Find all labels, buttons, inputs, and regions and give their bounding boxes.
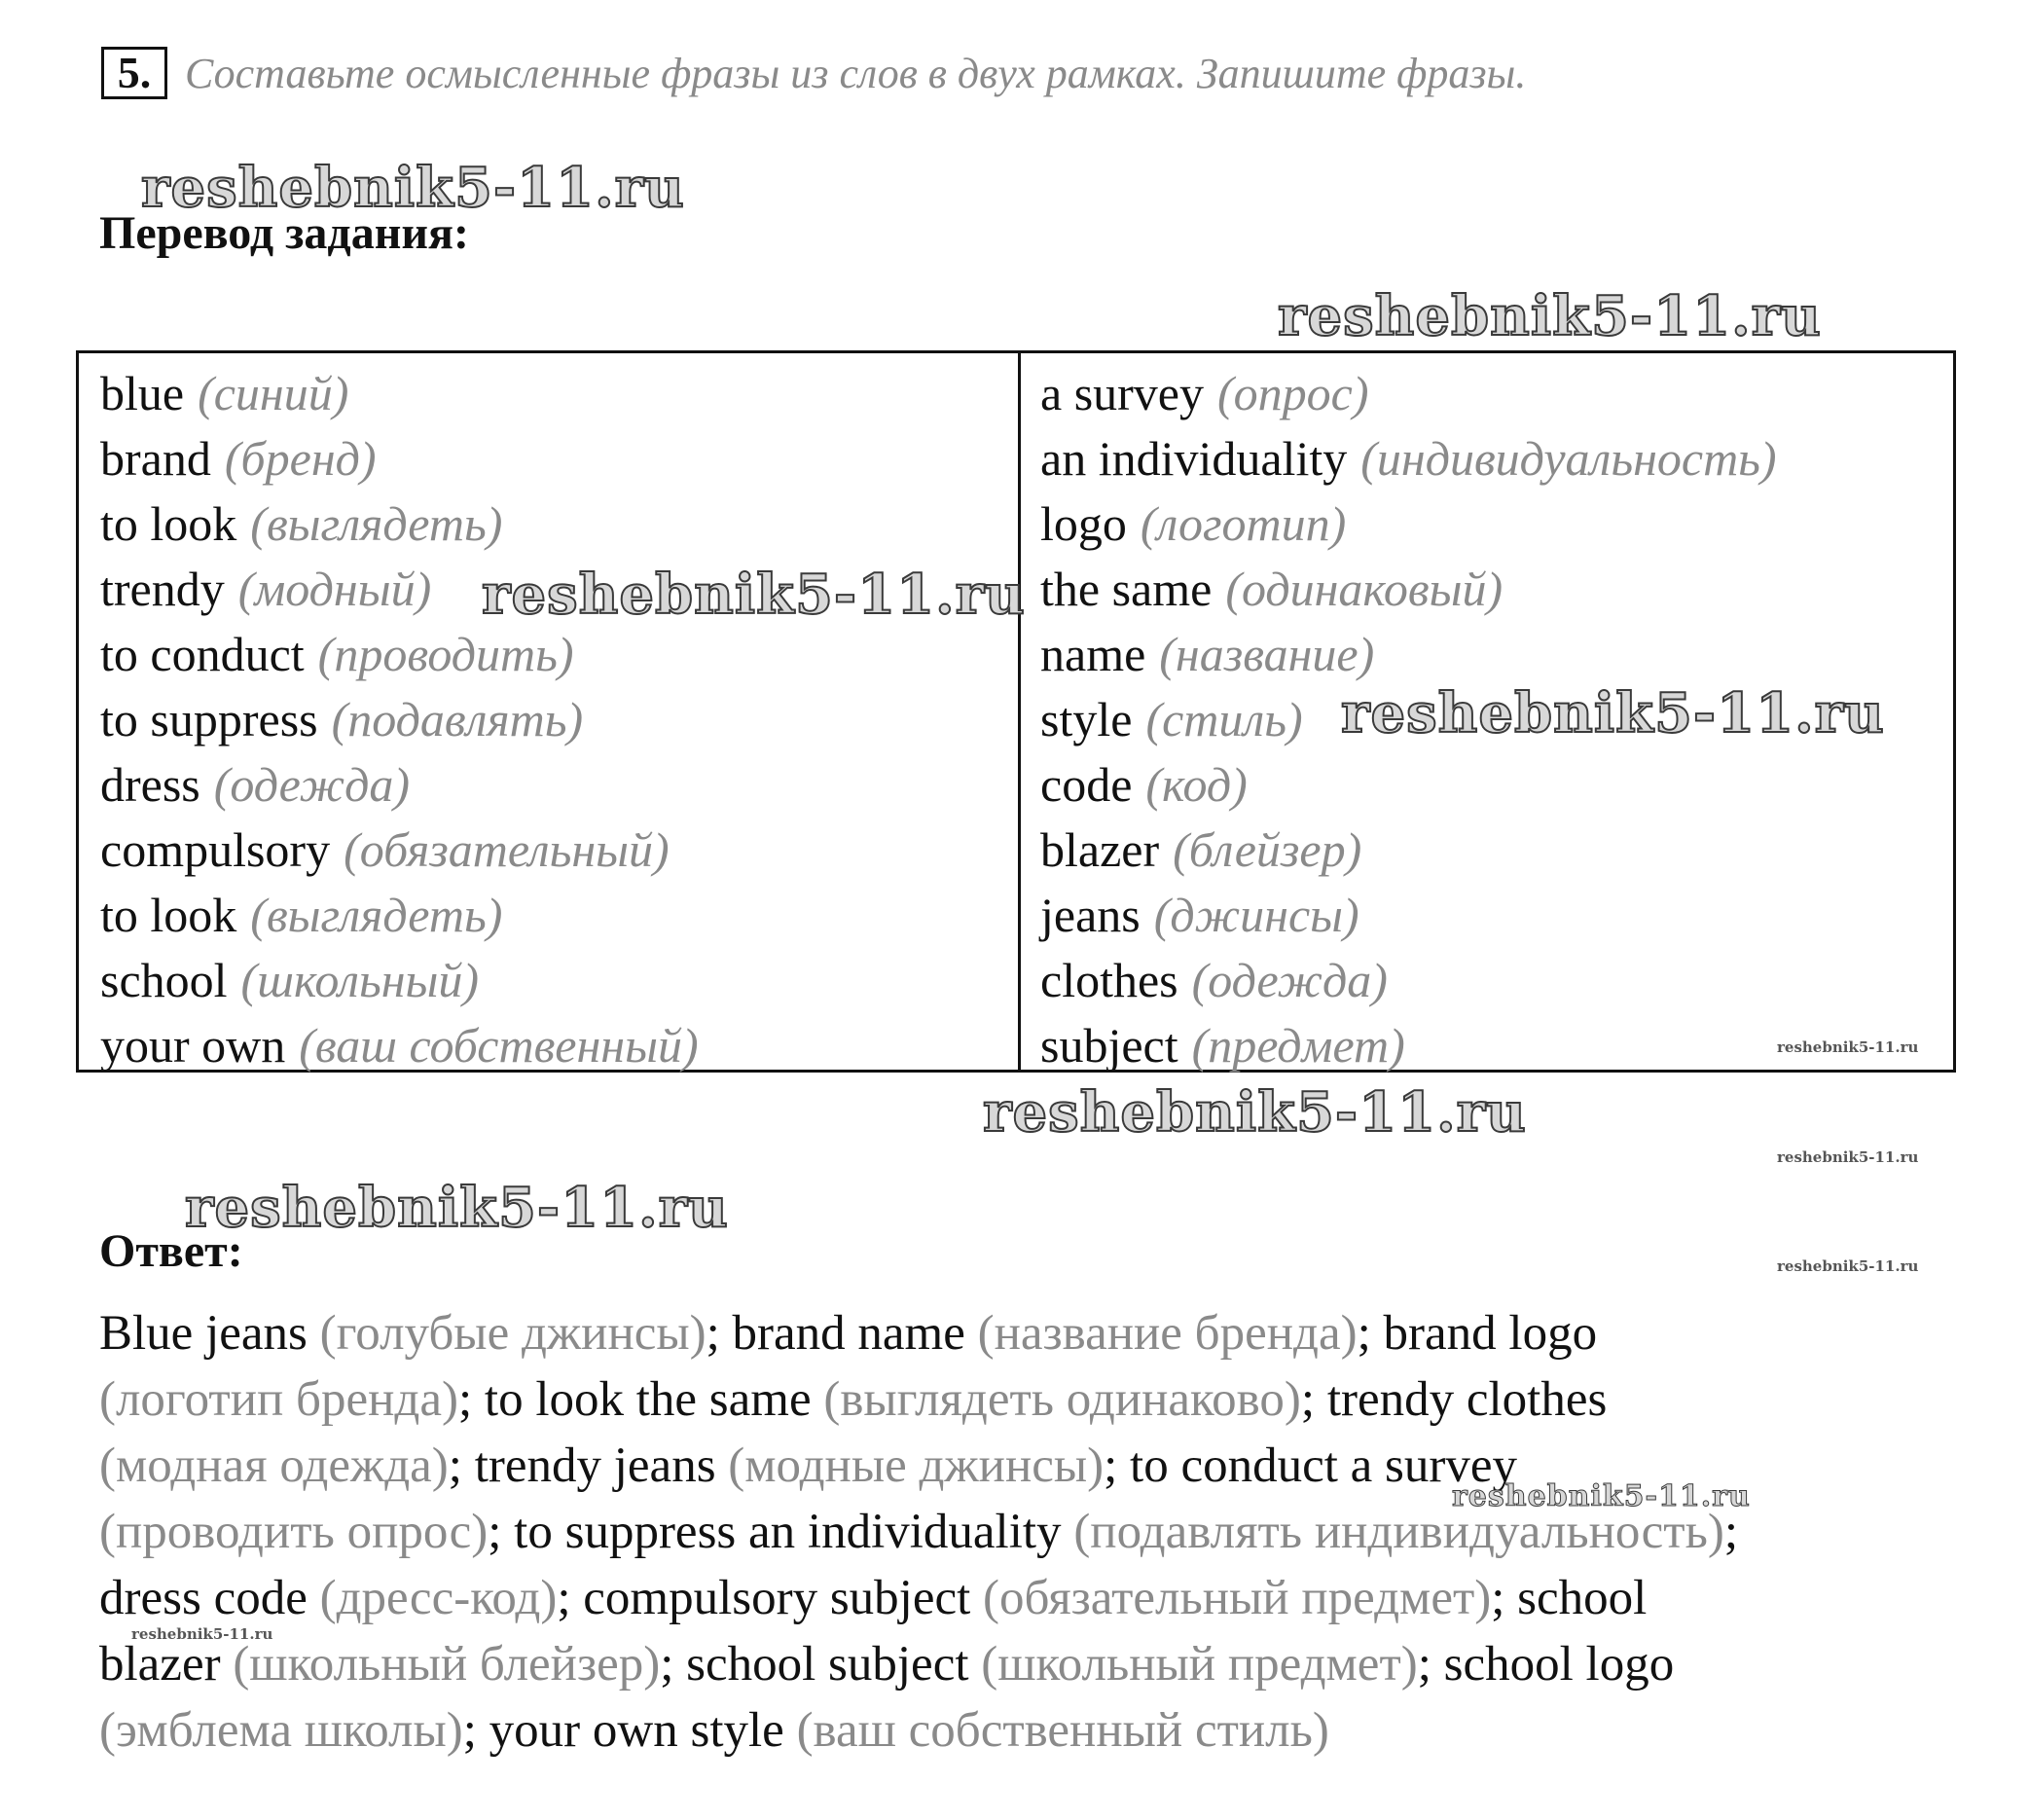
translation-heading: Перевод задания: <box>99 207 469 259</box>
answer-phrase: ; <box>1723 1505 1738 1559</box>
left-word-column <box>100 361 699 1078</box>
english-word: to suppress <box>100 692 318 746</box>
answer-phrase: ; to look the same <box>457 1372 824 1427</box>
english-word: brand <box>100 431 211 486</box>
english-word: to look <box>100 496 237 551</box>
russian-translation: (логотип) <box>1140 496 1347 551</box>
answer-phrase: ; trendy clothes <box>1300 1372 1608 1427</box>
watermark: reshebnik5-11.ru <box>1452 1479 1751 1513</box>
english-word: name <box>1040 627 1146 681</box>
word-row <box>100 361 699 426</box>
english-word: a survey <box>1040 366 1204 420</box>
russian-translation: (бренд) <box>224 431 377 486</box>
russian-translation: (ваш собственный) <box>299 1018 699 1073</box>
word-row <box>1040 818 1777 883</box>
answer-translation: (название бренда) <box>977 1306 1358 1361</box>
russian-translation: (подавлять) <box>331 692 584 746</box>
watermark: reshebnik5-11.ru <box>983 1080 1527 1145</box>
russian-translation: (одинаковый) <box>1225 562 1504 616</box>
english-word: the same <box>1040 562 1213 616</box>
answer-translation: (школьный предмет) <box>981 1637 1418 1692</box>
answer-translation: (модная одежда) <box>99 1438 449 1493</box>
watermark: reshebnik5-11.ru <box>482 563 1026 627</box>
english-word: to conduct <box>100 627 305 681</box>
word-row <box>1040 1013 1777 1078</box>
russian-translation: (стиль) <box>1145 692 1303 746</box>
answer-phrase: dress code <box>99 1571 320 1625</box>
task-instruction: Составьте осмысленные фразы из слов в двух рамках. Запишите фразы. <box>185 49 1527 97</box>
russian-translation: (школьный) <box>240 953 480 1007</box>
russian-translation: (предмет) <box>1191 1018 1405 1073</box>
russian-translation: (модный) <box>237 562 432 616</box>
word-row <box>100 818 699 883</box>
answer-line <box>99 1366 1987 1433</box>
answer-phrase: ; your own style <box>462 1703 797 1758</box>
answer-translation: (дресс-код) <box>319 1571 558 1625</box>
watermark: reshebnik5-11.ru <box>185 1176 729 1240</box>
answer-translation: (школьный блейзер) <box>233 1637 661 1692</box>
word-row <box>100 687 699 752</box>
russian-translation: (одежда) <box>1191 953 1388 1007</box>
answer-text <box>99 1300 1987 1764</box>
russian-translation: (код) <box>1145 757 1248 812</box>
word-row <box>100 491 699 557</box>
answer-translation: (проводить опрос) <box>99 1505 489 1559</box>
russian-translation: (выглядеть) <box>250 496 503 551</box>
english-word: blazer <box>1040 822 1160 877</box>
word-row <box>100 752 699 818</box>
answer-line <box>99 1631 1987 1697</box>
answer-phrase: ; to conduct a survey <box>1104 1438 1518 1493</box>
word-row <box>1040 557 1777 622</box>
word-row <box>1040 948 1777 1013</box>
english-word: dress <box>100 757 200 812</box>
word-row <box>100 883 699 948</box>
word-row <box>1040 491 1777 557</box>
answer-translation: (эмблема школы) <box>99 1703 463 1758</box>
watermark: reshebnik5-11.ru <box>141 156 685 220</box>
answer-translation: (ваш собственный стиль) <box>796 1703 1329 1758</box>
answer-translation: (подавлять индивидуальность) <box>1073 1505 1724 1559</box>
answer-phrase: Blue jeans <box>99 1306 320 1361</box>
english-word: blue <box>100 366 185 420</box>
russian-translation: (блейзер) <box>1173 822 1362 877</box>
russian-translation: (проводить) <box>317 627 574 681</box>
english-word: an individuality <box>1040 431 1348 486</box>
answer-phrase: ; to suppress an individuality <box>488 1505 1074 1559</box>
answer-translation: (модные джинсы) <box>728 1438 1105 1493</box>
russian-translation: (джинсы) <box>1153 888 1359 942</box>
word-row <box>1040 622 1777 687</box>
answer-line <box>99 1565 1987 1631</box>
watermark-small: reshebnik5-11.ru <box>1777 1257 1919 1275</box>
answer-translation: (логотип бренда) <box>99 1372 458 1427</box>
answer-phrase: ; trendy jeans <box>448 1438 729 1493</box>
answer-phrase: ; school <box>1491 1571 1648 1625</box>
word-row <box>1040 752 1777 818</box>
watermark-small: reshebnik5-11.ru <box>1777 1038 1919 1056</box>
answer-translation: (обязательный предмет) <box>983 1571 1492 1625</box>
word-row <box>1040 361 1777 426</box>
english-word: code <box>1040 757 1133 812</box>
answer-line <box>99 1697 1987 1764</box>
watermark: reshebnik5-11.ru <box>1341 681 1885 746</box>
answer-phrase: ; compulsory subject <box>557 1571 984 1625</box>
column-divider <box>1018 353 1021 1070</box>
answer-translation: (выглядеть одинаково) <box>823 1372 1301 1427</box>
answer-phrase: blazer <box>99 1637 234 1692</box>
answer-line <box>99 1300 1987 1366</box>
answer-phrase: ; brand name <box>706 1306 978 1361</box>
russian-translation: (обязательный) <box>344 822 670 877</box>
russian-translation: (индивидуальность) <box>1360 431 1777 486</box>
word-row <box>100 426 699 491</box>
english-word: clothes <box>1040 953 1178 1007</box>
russian-translation: (синий) <box>198 366 349 420</box>
english-word: school <box>100 953 228 1007</box>
answer-phrase: ; school subject <box>660 1637 982 1692</box>
russian-translation: (опрос) <box>1217 366 1369 420</box>
russian-translation: (одежда) <box>213 757 411 812</box>
word-row <box>100 948 699 1013</box>
english-word: subject <box>1040 1018 1178 1073</box>
english-word: logo <box>1040 496 1127 551</box>
watermark-small: reshebnik5-11.ru <box>131 1625 273 1643</box>
russian-translation: (название) <box>1159 627 1375 681</box>
english-word: trendy <box>100 562 225 616</box>
word-row <box>100 1013 699 1078</box>
task-header <box>101 45 1526 101</box>
english-word: compulsory <box>100 822 331 877</box>
word-row <box>1040 426 1777 491</box>
english-word: your own <box>100 1018 286 1073</box>
word-row <box>100 622 699 687</box>
answer-phrase: ; school logo <box>1417 1637 1675 1692</box>
english-word: jeans <box>1040 888 1141 942</box>
russian-translation: (выглядеть) <box>250 888 503 942</box>
answer-heading: Ответ: <box>99 1225 243 1277</box>
answer-translation: (голубые джинсы) <box>319 1306 707 1361</box>
answer-phrase: ; brand logo <box>1357 1306 1598 1361</box>
watermark: reshebnik5-11.ru <box>1278 284 1822 348</box>
word-row <box>1040 883 1777 948</box>
watermark-small: reshebnik5-11.ru <box>1777 1148 1919 1166</box>
task-number: 5. <box>101 47 167 99</box>
english-word: to look <box>100 888 237 942</box>
english-word: style <box>1040 692 1133 746</box>
